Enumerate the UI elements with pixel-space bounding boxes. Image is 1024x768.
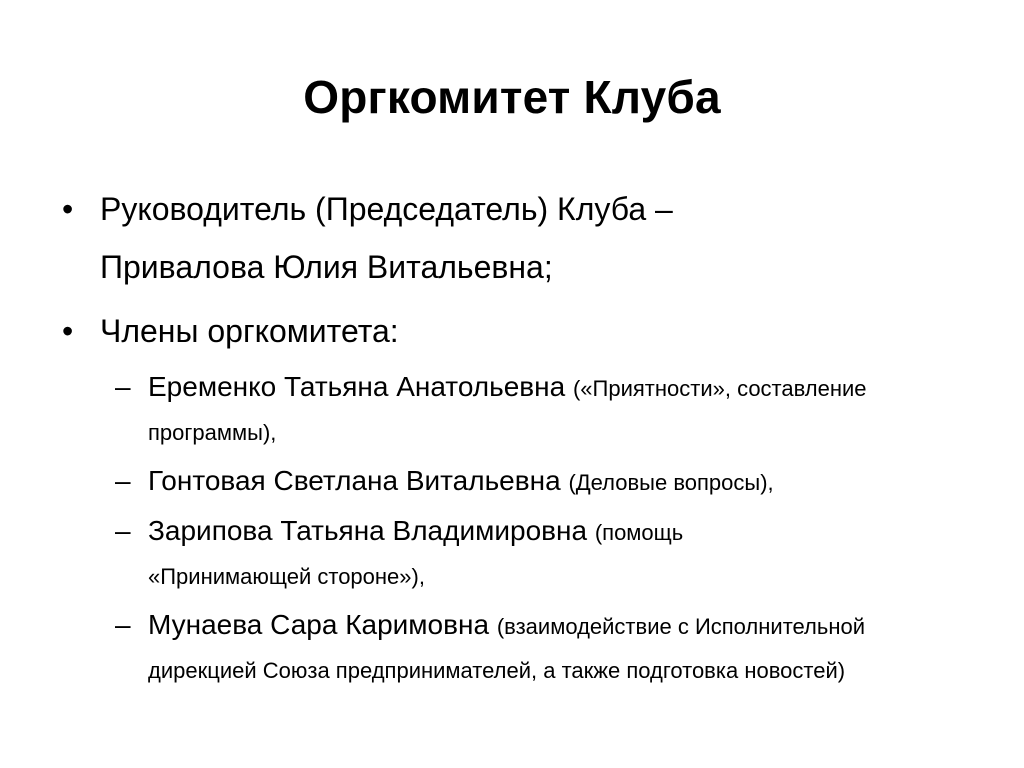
member-name: Зарипова Татьяна Владимировна: [148, 515, 588, 546]
slide-title: Оргкомитет Клуба: [303, 71, 721, 123]
list-item-members-heading: [60, 302, 960, 360]
member-role: (помощь «Принимающей стороне»),: [148, 520, 684, 589]
member-item: [115, 510, 828, 598]
dash-icon: –: [115, 609, 131, 640]
bullet-icon: •: [62, 191, 74, 227]
member-role: (Деловые вопросы),: [568, 470, 774, 495]
member-name: Гонтовая Светлана Витальевна: [148, 465, 561, 496]
member-item: [115, 460, 968, 504]
dash-icon: –: [115, 515, 131, 546]
dash-icon: –: [115, 465, 131, 496]
member-role: («Приятности», составление программы),: [148, 376, 867, 445]
list-item-leader: [60, 180, 840, 296]
member-role: (взаимодействие с Исполнительной дирекцией Союза предпринимателей, а также подготовка новостей): [148, 614, 866, 683]
member-item: [115, 604, 928, 692]
members-heading-text: Члены оргкомитета:: [100, 313, 399, 349]
leader-text: Руководитель (Председатель) Клуба – Привалова Юлия Витальевна;: [100, 191, 673, 285]
bullet-list: [60, 180, 960, 698]
member-name: Мунаева Сара Каримовна: [148, 609, 490, 640]
bullet-icon: •: [62, 313, 74, 349]
member-name: Еременко Татьяна Анатольевна: [148, 371, 566, 402]
member-item: [115, 366, 868, 454]
dash-icon: –: [115, 371, 131, 402]
